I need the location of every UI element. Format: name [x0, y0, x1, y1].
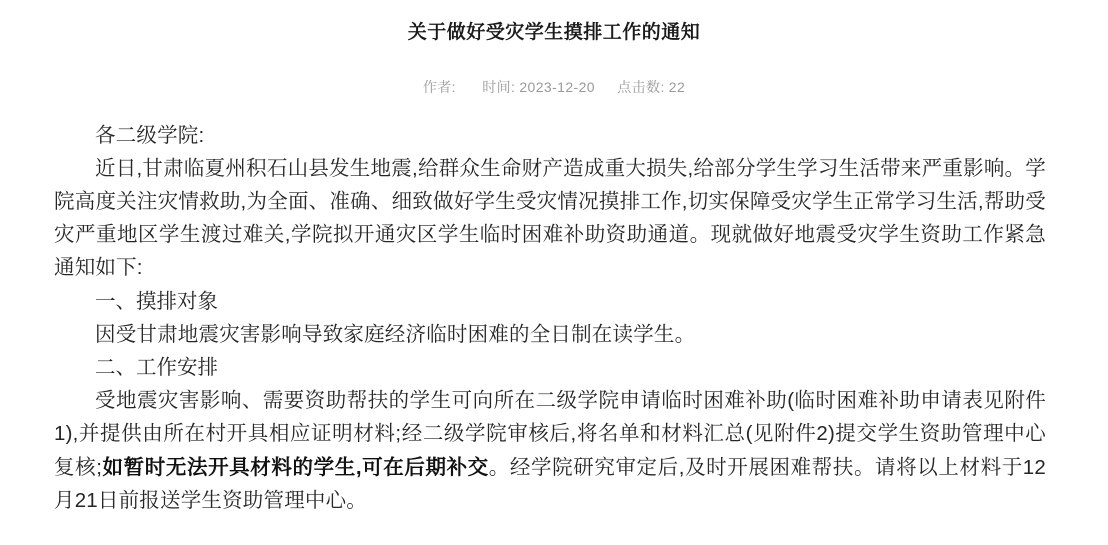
paragraph-intro: 近日,甘肃临夏州积石山县发生地震,给群众生命财产造成重大损失,给部分学生学习生活带来严重影响。学院高度关注灾情救助,为全面、准确、细致做好学生受灾情况摸排工作,切实保障受灾学生正常学习生活,帮助受灾严重地区学生渡过难关,学院拟开通灾区学生临时困难补助资助通道。现就做好地震受灾学生资助工作紧急通知如下:	[54, 156, 1046, 280]
section-2-body-part2: 。经学院研究审定后,及时开展困难帮扶。请将以上材料于12月21日前报送学生资助管理中心。	[54, 455, 1047, 512]
section-2-heading: 二、工作安排	[95, 356, 218, 380]
meta-views	[617, 77, 685, 97]
meta-views-value: 22	[668, 78, 686, 95]
meta-time-value: 2023-12-20	[519, 78, 595, 95]
document-body	[40, 119, 1068, 517]
meta-author-label: 作者:	[422, 78, 456, 95]
section-2-body-emphasis: 如暂时无法开具材料的学生,可在后期补交	[102, 455, 489, 479]
section-1-body: 因受甘肃地震灾害影响导致家庭经济临时困难的全日制在读学生。	[95, 322, 696, 346]
meta-author	[423, 77, 460, 97]
section-2-body-part1: 受地震灾害影响、需要资助帮扶的学生可向所在二级学院申请临时困难补助(临时困难补助申请表见附件1),并提供由所在村开具相应证明材料;经二级学院审核后,将名单和材料汇总(见附件2)提交学生资助管理中心复核;	[54, 389, 1046, 479]
section-1-heading: 一、摸排对象	[95, 289, 218, 313]
page-title: 关于做好受灾学生摸排工作的通知	[407, 22, 701, 43]
meta-views-label: 点击数:	[617, 78, 665, 95]
section-2-body	[54, 384, 1046, 517]
meta-time-label: 时间:	[482, 78, 516, 95]
meta-time	[482, 77, 595, 97]
paragraph-salutation: 各二级学院:	[95, 123, 205, 147]
document-meta	[40, 77, 1068, 97]
